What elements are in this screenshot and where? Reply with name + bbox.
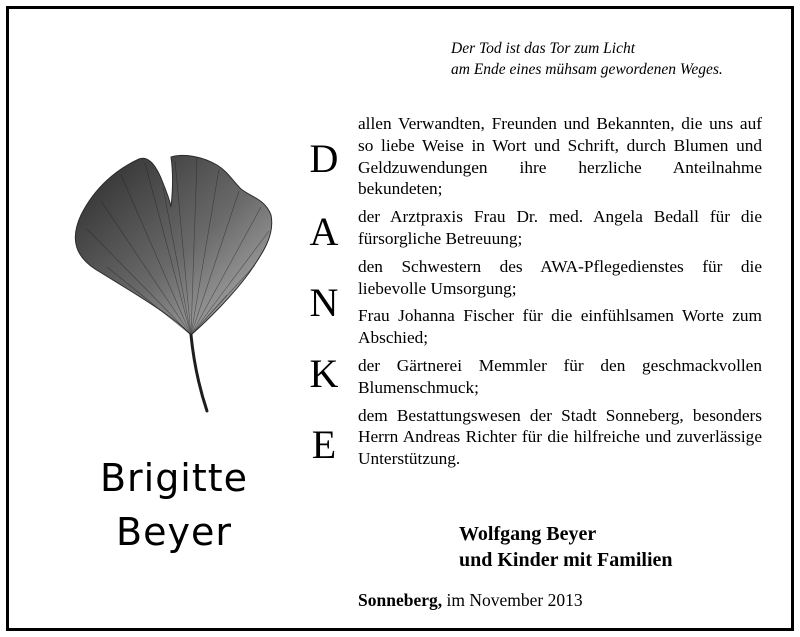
thanks-item: allen Verwandten, Freunden und Bekannten, die uns auf so liebe Weise in Wort und Schrift, durch Blumen und Geldzuwendungen ihre herzliche Anteilnahme bekundeten; bbox=[358, 114, 762, 199]
place-date-text: im November 2013 bbox=[446, 590, 583, 610]
signer-line-1: Wolfgang Beyer bbox=[459, 523, 597, 545]
thanks-list bbox=[358, 113, 762, 476]
thanks-item: dem Bestattungswesen der Stadt Sonneberg, besonders Herrn Andreas Richter für die hilfreiche und zuverlässige Unterstützung. bbox=[358, 405, 762, 469]
motto-line-2: am Ende eines mühsam gewordenen Weges. bbox=[451, 60, 723, 78]
signers bbox=[459, 521, 779, 573]
deceased-first-name: Brigitte bbox=[99, 456, 249, 500]
danke-letter: N bbox=[309, 280, 339, 325]
thanks-item: der Arztpraxis Frau Dr. med. Angela Bedall für die fürsorgliche Betreuung; bbox=[358, 207, 762, 248]
motto-line-1: Der Tod ist das Tor zum Licht bbox=[451, 40, 636, 57]
thanks-item: der Gärtnerei Memmler für den geschmackvollen Blumenschmuck; bbox=[358, 355, 762, 397]
thanks-item: den Schwestern des AWA-Pflegedienstes für die liebevolle Umsorgung; bbox=[358, 256, 762, 298]
danke-letter: A bbox=[309, 209, 339, 254]
place-date bbox=[358, 589, 758, 611]
place-town: Sonneberg, bbox=[358, 590, 443, 610]
thanks-item: Frau Johanna Fischer für die einfühlsamen Worte zum Abschied; bbox=[358, 306, 762, 348]
danke-letter: D bbox=[309, 136, 339, 181]
danke-letter: K bbox=[309, 351, 339, 396]
deceased-last-name: Beyer bbox=[116, 510, 232, 554]
danke-letter: E bbox=[311, 422, 337, 467]
obituary-card bbox=[6, 6, 794, 631]
deceased-name bbox=[59, 451, 289, 559]
signer-line-2: und Kinder mit Familien bbox=[459, 549, 673, 571]
motto bbox=[451, 39, 771, 80]
ginkgo-leaf-image bbox=[67, 149, 277, 419]
